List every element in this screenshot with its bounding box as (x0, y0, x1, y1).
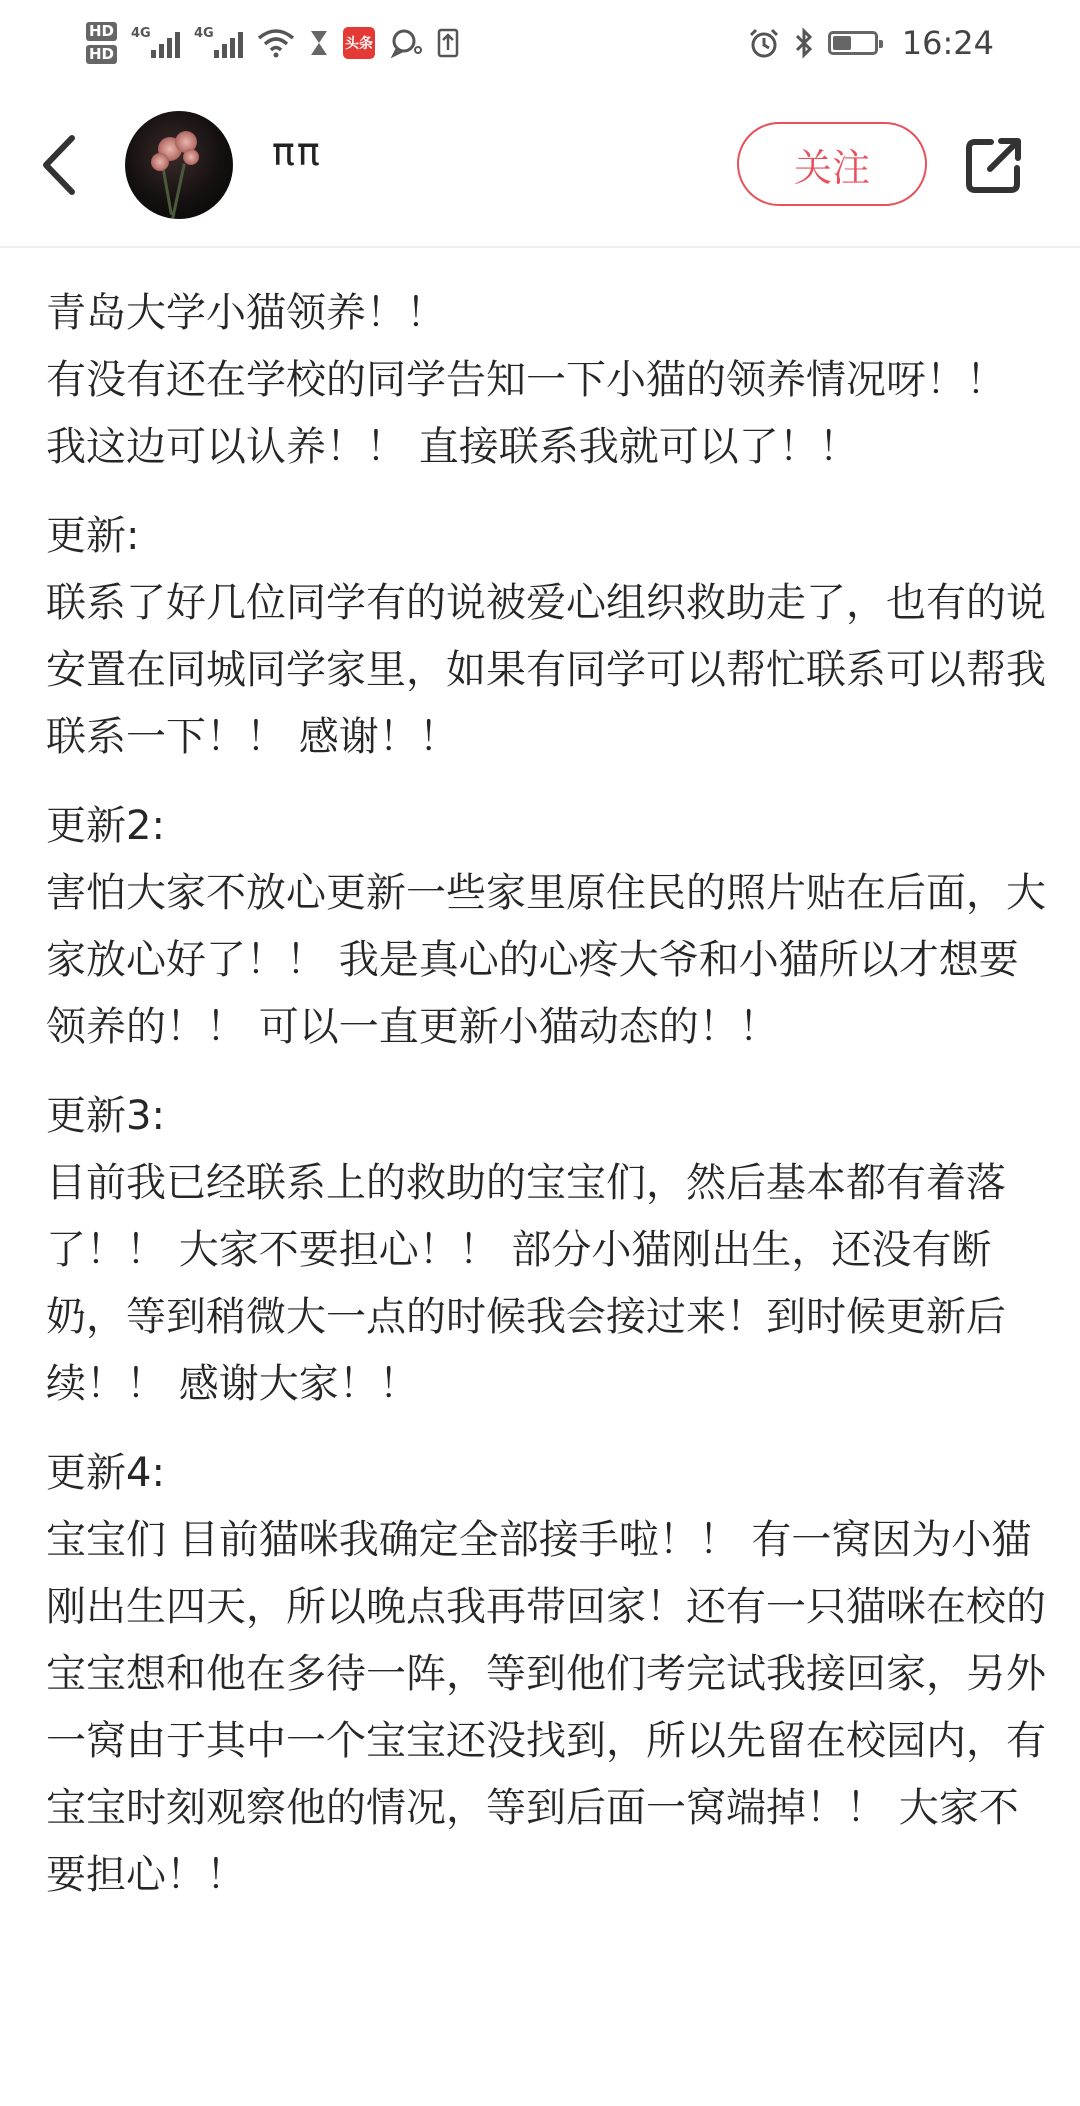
status-left (86, 22, 459, 64)
back-button[interactable] (38, 130, 88, 200)
post-paragraph-update-1: 更新: 联系了好几位同学有的说被爱心组织救助走了，也有的说安置在同城同学家里，如果有同学可以帮忙联系可以帮我联系一下！！ 感谢！！ (46, 513, 1046, 760)
post-header (0, 86, 1080, 248)
hd-badge-2: HD (86, 45, 117, 64)
hd-badge-1: HD (86, 22, 117, 41)
status-bar (0, 0, 1080, 86)
chevron-left-icon (38, 130, 88, 200)
news-app-icon: 头条 (343, 27, 375, 59)
wifi-icon (257, 28, 295, 58)
follow-button[interactable]: 关注 (737, 122, 927, 206)
alarm-icon (748, 27, 780, 59)
network-type-2: 4G (194, 26, 214, 41)
post-paragraph-intro: 青岛大学小猫领养！！ 有没有还在学校的同学告知一下小猫的领养情况呀！！ 我这边可以认养！！ 直接联系我就可以了！！ (46, 290, 1006, 470)
hd-indicators (86, 22, 117, 64)
clock: 16:24 (901, 24, 994, 62)
status-right (748, 24, 994, 62)
signal-2-icon (194, 28, 243, 58)
share-button[interactable] (965, 136, 1023, 194)
avatar[interactable] (125, 111, 233, 219)
chat-icon (389, 28, 423, 58)
post-paragraph-update-3: 更新3: 目前我已经联系上的救助的宝宝们，然后基本都有着落了！！ 大家不要担心！！ 部分小猫刚出生，还没有断奶，等到稍微大一点的时候我会接过来！到时候更新后续！！ 感谢大家！！ (46, 1093, 1006, 1407)
post-paragraph-update-4: 更新4: 宝宝们 目前猫咪我确定全部接手啦！！ 有一窝因为小猫刚出生四天，所以晚点我再带回家！还有一只猫咪在校的宝宝想和他在多待一阵，等到他们考完试我接回家，另外一窝由于其中一个宝宝还没找到，所以先留在校园内，有宝宝时刻观察他的情况，等到后面一窝端掉！！ 大家不要担心！！ (46, 1450, 1046, 1898)
post-paragraph-update-2: 更新2: 害怕大家不放心更新一些家里原住民的照片贴在后面，大家放心好了！！ 我是真心的心疼大爷和小猫所以才想要领养的！！ 可以一直更新小猫动态的！！ (46, 803, 1046, 1050)
upload-icon (437, 28, 459, 58)
hourglass-icon (309, 29, 329, 57)
signal-1-icon (131, 28, 180, 58)
username[interactable]: ππ (272, 130, 322, 174)
bluetooth-icon (794, 27, 814, 59)
network-type-1: 4G (131, 26, 151, 41)
share-icon (965, 136, 1023, 194)
post-body (46, 280, 1046, 1931)
battery-icon (828, 31, 878, 55)
battery-level (833, 36, 851, 50)
